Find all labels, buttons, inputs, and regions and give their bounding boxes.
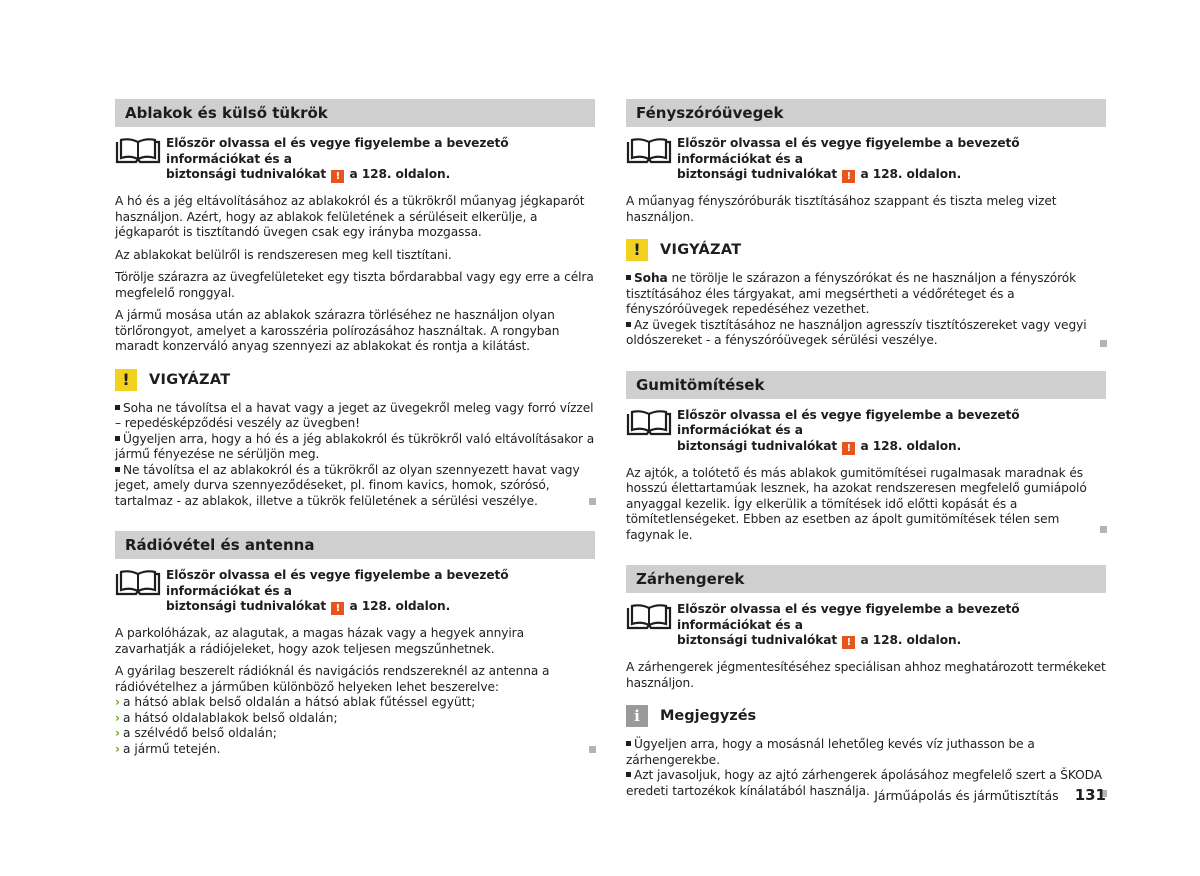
paragraph: A parkolóházak, az alagutak, a magas házak vagy a hegyek annyira zavarhatják a rádiójeleket, hogy azok teljesen megszűnhetnek. [115,626,524,656]
bullet-icon [115,405,120,410]
reference-note: Először olvassa el és vegye figyelembe a bevezető információkat és a biztonsági tudnivalókat ! a 128. oldalon. [626,408,1106,455]
list-item: › a jármű tetején. [115,741,221,756]
list-item: › a hátsó oldalablakok belső oldalán; [115,710,338,725]
warning-icon: ! [115,369,137,391]
book-icon [626,138,672,164]
warning-bullet: Soha ne távolítsa el a havat vagy a jeget az üvegekről meleg vagy forró vízzel – repedésképződési veszély az üvegben! [115,400,594,430]
reference-note: Először olvassa el és vegye figyelembe a bevezető információkat és a biztonsági tudnivalókat ! a 128. oldalon. [626,602,1106,649]
warning-heading: ! VIGYÁZAT [115,369,595,391]
warning-mark-icon[interactable]: ! [842,636,855,649]
arrow-icon: › [115,695,121,709]
warning-bullet: Soha ne törölje le szárazon a fényszórókat és ne használjon a fényszórók tisztításához éles tárgyakat, ami megsértheti a védőréteget és a fényszóróüvegek repedéséhez vezethet. [626,271,1077,316]
note-bullet: Azt javasoljuk, hogy az ajtó zárhengerek ápolásához megfelelő szert a ŠKODA eredeti tartozékok kínálatából használja. [626,768,1102,798]
warning-icon: ! [626,239,648,261]
bullet-icon [115,436,120,441]
section-title: Fényszóróüvegek [626,99,1106,127]
page-footer [874,786,1106,804]
section-end-mark [589,746,596,753]
arrow-icon: › [115,710,121,725]
warning-mark-icon[interactable]: ! [331,602,344,615]
paragraph: Törölje szárazra az üvegfelületeket egy tiszta bőrdarabbal vagy egy erre a célra megfelelő ronggyal. [115,270,594,300]
bullet-icon [626,741,631,746]
right-column [626,99,1106,799]
paragraph: Az ajtók, a tolótető és más ablakok gumitömítései rugalmasak maradnak és hosszú élettartamúak lesznek, ha azokat rendszeresen megfelelő gumiápoló anyaggal kezelik. Így elkerülik a tömítések idő előtti kopását és a tömítetlenségeket. Ebben az esetben az ápolt gumitömítések télen sem fagynak le. [626,465,1087,542]
warning-heading: ! VIGYÁZAT [626,239,1106,261]
warning-mark-icon[interactable]: ! [331,170,344,183]
paragraph: A jármű mosása után az ablakok szárazra törléséhez ne használjon olyan törlőrongyot, amelyet a karosszéria polírozásához használtak. A rongyban maradt konzerváló anyag szennyezi az ablakokat és rontja a kilátást. [115,308,560,353]
section-title: Rádióvétel és antenna [115,531,595,559]
book-icon [115,570,161,596]
bullet-icon [626,772,631,777]
paragraph: A gyárilag beszerelt rádióknál és navigációs rendszereknél az antenna a rádióvételhez a járműben különböző helyeken lehet beszerelve: [115,664,550,694]
chapter-title: Járműápolás és járműtisztítás [874,788,1059,803]
section-title: Zárhengerek [626,565,1106,593]
reference-note: Először olvassa el és vegye figyelembe a bevezető információkat és a biztonsági tudnivalókat ! a 128. oldalon. [115,136,595,183]
bullet-icon [626,322,631,327]
bullet-icon [626,275,631,280]
arrow-icon: › [115,741,121,756]
left-column [115,99,595,757]
paragraph: Az ablakokat belülről is rendszeresen meg kell tisztítani. [115,247,452,262]
section-end-mark [1100,526,1107,533]
note-heading: i Megjegyzés [626,705,1106,727]
info-icon: i [626,705,648,727]
reference-note: Először olvassa el és vegye figyelembe a bevezető információkat és a biztonsági tudnivalókat ! a 128. oldalon. [115,568,595,615]
reference-note: Először olvassa el és vegye figyelembe a bevezető információkat és a biztonsági tudnivalókat ! a 128. oldalon. [626,136,1106,183]
book-icon [626,604,672,630]
section-end-mark [1100,340,1107,347]
section-title: Ablakok és külső tükrök [115,99,595,127]
page-number: 131 [1074,786,1106,804]
book-icon [115,138,161,164]
bullet-icon [115,467,120,472]
section-end-mark [589,498,596,505]
section-title: Gumitömítések [626,371,1106,399]
warning-bullet: Az üvegek tisztításához ne használjon agresszív tisztítószereket vagy vegyi oldószereket - a fényszóróüvegek sérülési veszélye. [626,317,1087,347]
list-item: › a hátsó ablak belső oldalán a hátsó ablak fűtéssel együtt; [115,695,476,709]
warning-bullet: Ne távolítsa el az ablakokról és a tükrökről az olyan szennyezett havat vagy jeget, amely durva szennyeződéseket, pl. finom kavics, homok, szórósó, tartalmaz - az ablakok, illetve a tükrök felületének a sérülési veszélye. [115,462,580,508]
book-icon [626,410,672,436]
list-item: › a szélvédő belső oldalán; [115,726,277,740]
note-bullet: Ügyeljen arra, hogy a mosásnál lehetőleg kevés víz juthasson be a zárhengerekbe. [626,737,1035,767]
paragraph: A hó és a jég eltávolításához az ablakokról és a tükrökről műanyag jégkaparót használjon. Azért, hogy az ablakok felületének a sérüléseit elkerülje, a jégkaparót is tisztítandó üvegen csak egy irányba mozgassa. [115,194,585,239]
warning-bullet: Ügyeljen arra, hogy a hó és a jég ablakokról és tükrökről való eltávolításakor a jármű fényezése ne sérüljön meg. [115,431,595,461]
warning-mark-icon[interactable]: ! [842,442,855,455]
paragraph: A zárhengerek jégmentesítéséhez speciálisan ahhoz meghatározott termékeket használjon. [626,660,1106,690]
warning-mark-icon[interactable]: ! [842,170,855,183]
arrow-icon: › [115,726,121,740]
paragraph: A műanyag fényszóróburák tisztításához szappant és tiszta meleg vizet használjon. [626,194,1057,224]
